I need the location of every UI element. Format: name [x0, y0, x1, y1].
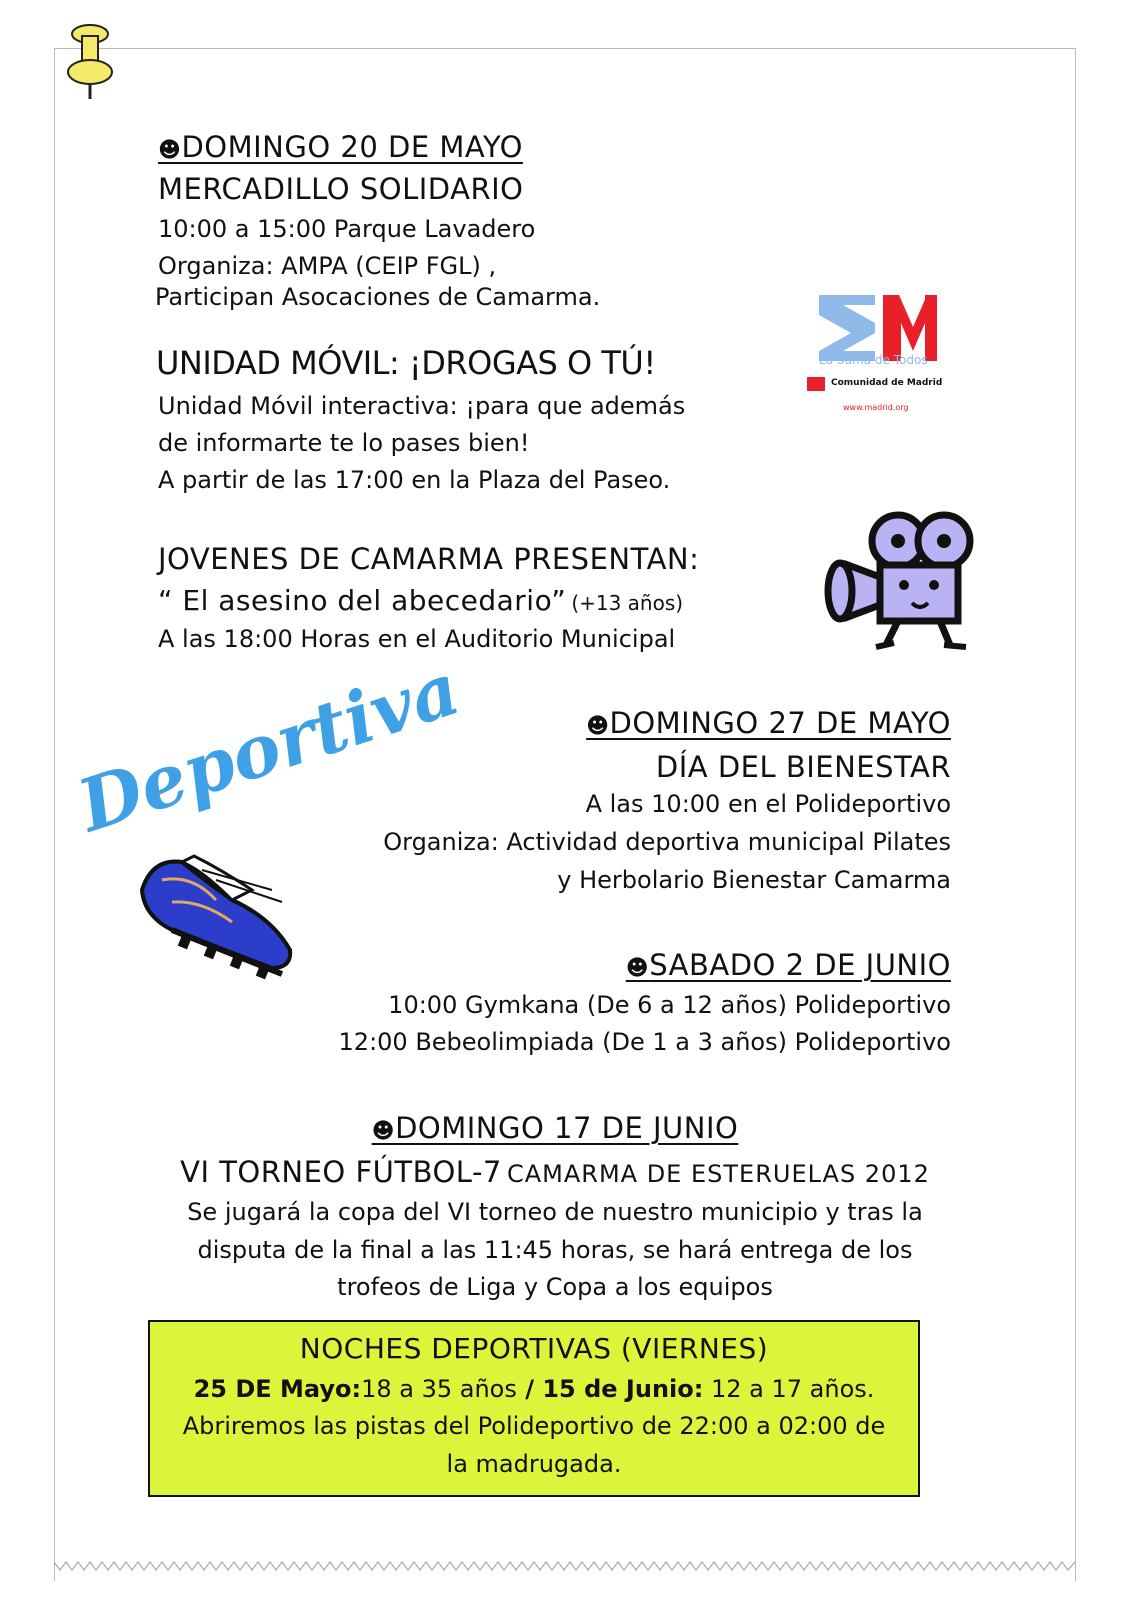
event-line: Organiza: AMPA (CEIP FGL) ,: [158, 252, 497, 280]
event-line: A las 10:00 en el Polideportivo: [585, 790, 951, 818]
smiley-icon: ☻: [625, 956, 650, 981]
box-separator: /: [516, 1375, 543, 1403]
event-line: 10:00 a 15:00 Parque Lavadero: [158, 215, 536, 243]
event-line: Participan Asocaciones de Camarma.: [155, 283, 601, 311]
box-date-1: 25 DE Mayo:: [193, 1375, 362, 1403]
event-line: 12:00 Bebeolimpiada (De 1 a 3 años) Polideportivo: [338, 1028, 951, 1056]
noches-deportivas-box: [148, 1320, 920, 1497]
torneo-subtitle: CAMARMA DE ESTERUELAS 2012: [506, 1160, 930, 1188]
event-line: disputa de la final a las 11:45 horas, se hará entrega de los: [197, 1236, 913, 1264]
event-line: Organiza: Actividad deportiva municipal Pilates: [383, 828, 951, 856]
date-text: DOMINGO 17 DE JUNIO: [395, 1111, 739, 1145]
logo-url: www.madrid.org: [843, 403, 909, 412]
pushpin-icon: [64, 22, 116, 100]
logo-slogan: La Suma de Todos: [819, 353, 928, 367]
event-title-jovenes: JOVENES DE CAMARMA PRESENTAN:: [158, 542, 700, 576]
event-line: Se jugará la copa del VI torneo de nuestro municipio y tras la: [187, 1198, 923, 1226]
date-heading-20-mayo: [158, 130, 523, 164]
madrid-flag-icon: [807, 377, 825, 391]
event-title-unidad-movil: UNIDAD MÓVIL: ¡DROGAS O TÚ!: [156, 344, 656, 382]
event-line: trofeos de Liga y Copa a los equipos: [337, 1273, 773, 1301]
football-boot-icon: [132, 850, 302, 990]
box-date-2: 15 de Junio:: [542, 1375, 704, 1403]
comunidad-madrid-logo: [815, 293, 965, 423]
movie-line: [158, 584, 683, 617]
event-line: 10:00 Gymkana (De 6 a 12 años) Polideportivo: [388, 991, 951, 1019]
deportiva-wordart: [62, 645, 470, 849]
date-text: DOMINGO 27 DE MAYO: [609, 706, 951, 740]
event-title-bienestar: DÍA DEL BIENESTAR: [655, 750, 951, 784]
box-line-3: la madrugada.: [446, 1450, 622, 1478]
torneo-title: VI TORNEO FÚTBOL-7: [180, 1155, 502, 1189]
event-line: y Herbolario Bienestar Camarma: [557, 866, 951, 894]
smiley-icon: ☻: [586, 714, 610, 739]
event-line: Unidad Móvil interactiva: ¡para que además: [158, 392, 686, 420]
box-range-2: 12 a 17 años.: [710, 1375, 875, 1403]
page-zigzag-edge: [54, 1562, 1075, 1580]
date-text: DOMINGO 20 DE MAYO: [181, 130, 523, 164]
box-range-1: 18 a 35 años: [361, 1375, 517, 1403]
movie-camera-icon: [820, 505, 980, 655]
box-dates-line: [150, 1375, 918, 1403]
date-text: SABADO 2 DE JUNIO: [649, 948, 951, 982]
smiley-icon: ☻: [158, 138, 182, 163]
date-heading-27-mayo: [586, 706, 951, 740]
event-line: de informarte te lo pases bien!: [158, 429, 530, 457]
box-title: NOCHES DEPORTIVAS (VIERNES): [299, 1332, 769, 1365]
smiley-icon: ☻: [371, 1119, 396, 1144]
date-heading-2-junio: [626, 948, 951, 982]
event-line: A las 18:00 Horas en el Auditorio Municipal: [158, 625, 676, 653]
logo-name: Comunidad de Madrid: [831, 378, 943, 388]
movie-title: “ El asesino del abecedario”: [158, 584, 567, 617]
deportiva-text: Deportiva: [68, 645, 470, 849]
date-heading-17-junio: [0, 1111, 1110, 1145]
event-title-torneo: [0, 1155, 1110, 1189]
age-rating: (+13 años): [571, 591, 684, 615]
event-line: A partir de las 17:00 en la Plaza del Paseo.: [158, 466, 671, 494]
box-line-2: Abriremos las pistas del Polideportivo de 22:00 a 02:00 de: [182, 1412, 886, 1440]
event-title-mercadillo: MERCADILLO SOLIDARIO: [158, 172, 524, 206]
